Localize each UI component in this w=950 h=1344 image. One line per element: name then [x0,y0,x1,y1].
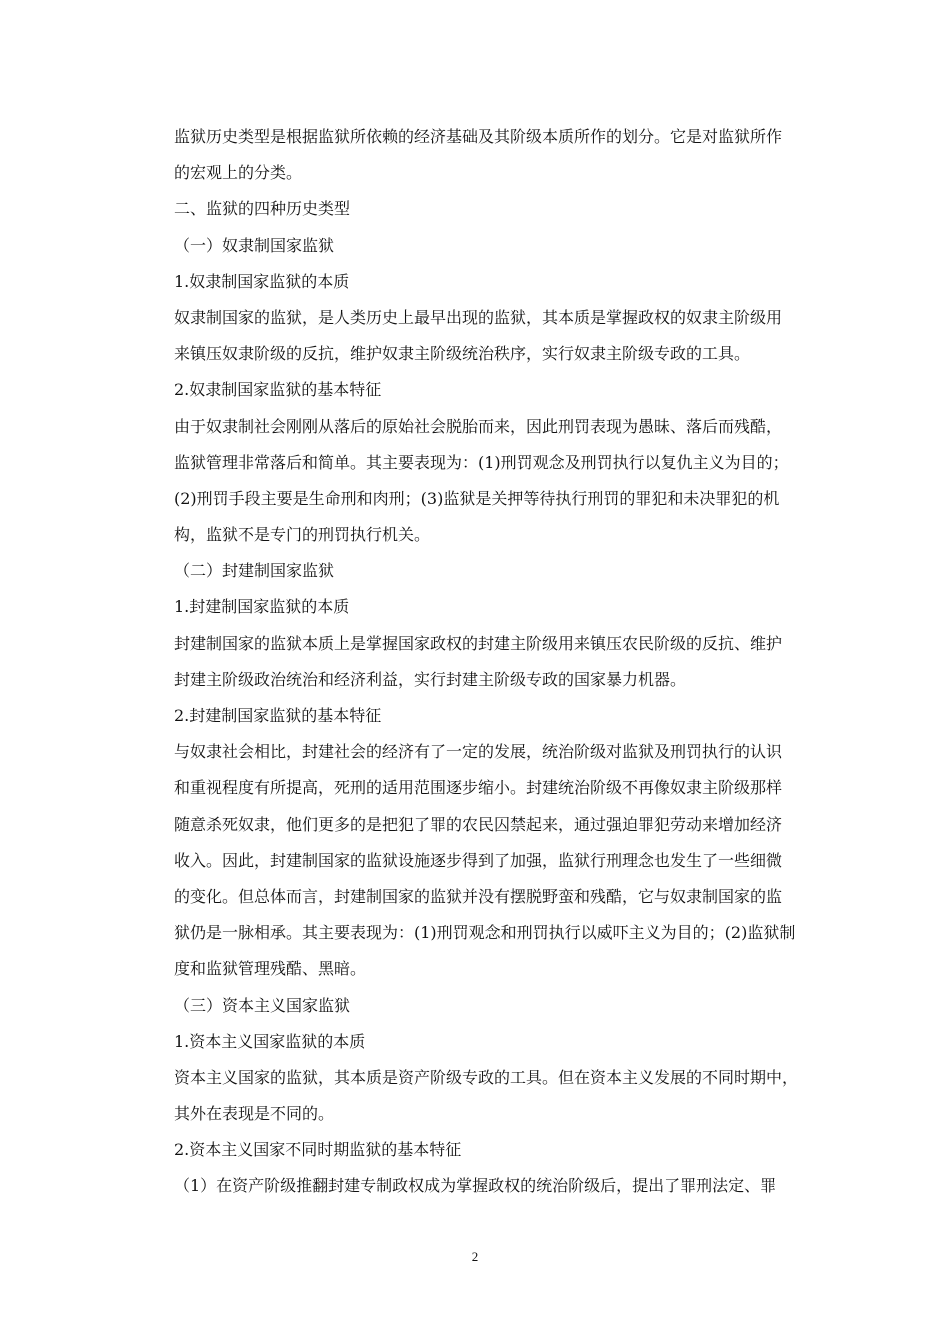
text-line: 1.奴隶制国家监狱的本质 [174,271,350,291]
text-line: 度和监狱管理残酷、黑暗。 [174,959,367,979]
text-line: 2.奴隶制国家监狱的基本特征 [174,380,382,400]
text-line: 资本主义国家的监狱，其本质是资产阶级专政的工具。但在资本主义发展的不同时期中， [174,1067,799,1087]
text-line: 监狱管理非常落后和简单。其主要表现为：(1)刑罚观念及刑罚执行以复仇主义为目的； [174,452,789,472]
text-line: 奴隶制国家的监狱，是人类历史上最早出现的监狱，其本质是掌握政权的奴隶主阶级用 [174,307,783,327]
text-line: 2.封建制国家监狱的基本特征 [174,706,382,725]
text-line: 和重视程度有所提高，死刑的适用范围逐步缩小。封建统治阶级不再像奴隶主阶级那样 [174,778,783,798]
text-line: (2)刑罚手段主要是生命刑和肉刑；(3)监狱是关押等待执行刑罚的罪犯和未决罪犯的机 [174,488,780,508]
text-line: 封建制国家的监狱本质上是掌握国家政权的封建主阶级用来镇压农民阶级的反抗、维护 [174,633,783,653]
body-text [174,119,808,1205]
text-line: 与奴隶社会相比，封建社会的经济有了一定的发展，统治阶级对监狱及刑罚执行的认识 [174,742,783,762]
text-line: 二、监狱的四种历史类型 [174,199,351,219]
text-line: 监狱历史类型是根据监狱所依赖的经济基础及其阶级本质所作的划分。它是对监狱所作 [174,127,783,146]
text-line: （二）封建制国家监狱 [174,561,335,581]
text-line: 其外在表现是不同的。 [174,1104,335,1124]
text-line: （一）奴隶制国家监狱 [174,235,335,255]
text-line: 收入。因此，封建制国家的监狱设施逐步得到了加强，监狱行刑理念也发生了一些细微 [174,850,783,870]
text-line: 的变化。但总体而言，封建制国家的监狱并没有摆脱野蛮和残酷，它与奴隶制国家的监 [174,886,783,906]
text-line: （三）资本主义国家监狱 [174,995,351,1015]
text-line: 由于奴隶制社会刚刚从落后的原始社会脱胎而来，因此刑罚表现为愚昧、落后而残酷， [174,416,783,436]
text-line: 构，监狱不是专门的刑罚执行机关。 [174,525,431,545]
text-line: 封建主阶级政治统治和经济利益，实行封建主阶级专政的国家暴力机器。 [174,669,687,689]
text-line: 1.封建制国家监狱的本质 [174,597,350,617]
text-line: 随意杀死奴隶，他们更多的是把犯了罪的农民囚禁起来，通过强迫罪犯劳动来增加经济 [174,814,783,834]
text-line: （1）在资产阶级推翻封建专制政权成为掌握政权的统治阶级后，提出了罪刑法定、罪 [174,1176,777,1196]
text-line: 1.资本主义国家监狱的本质 [174,1031,366,1051]
page-number: 2 [471,1249,479,1264]
text-line: 的宏观上的分类。 [174,163,303,183]
text-line: 2.资本主义国家不同时期监狱的基本特征 [174,1140,462,1160]
text-line: 狱仍是一脉相承。其主要表现为：(1)刑罚观念和刑罚执行以威吓主义为目的；(2)监狱制 [174,923,796,943]
text-line: 来镇压奴隶阶级的反抗，维护奴隶主阶级统治秩序，实行奴隶主阶级专政的工具。 [174,344,751,364]
